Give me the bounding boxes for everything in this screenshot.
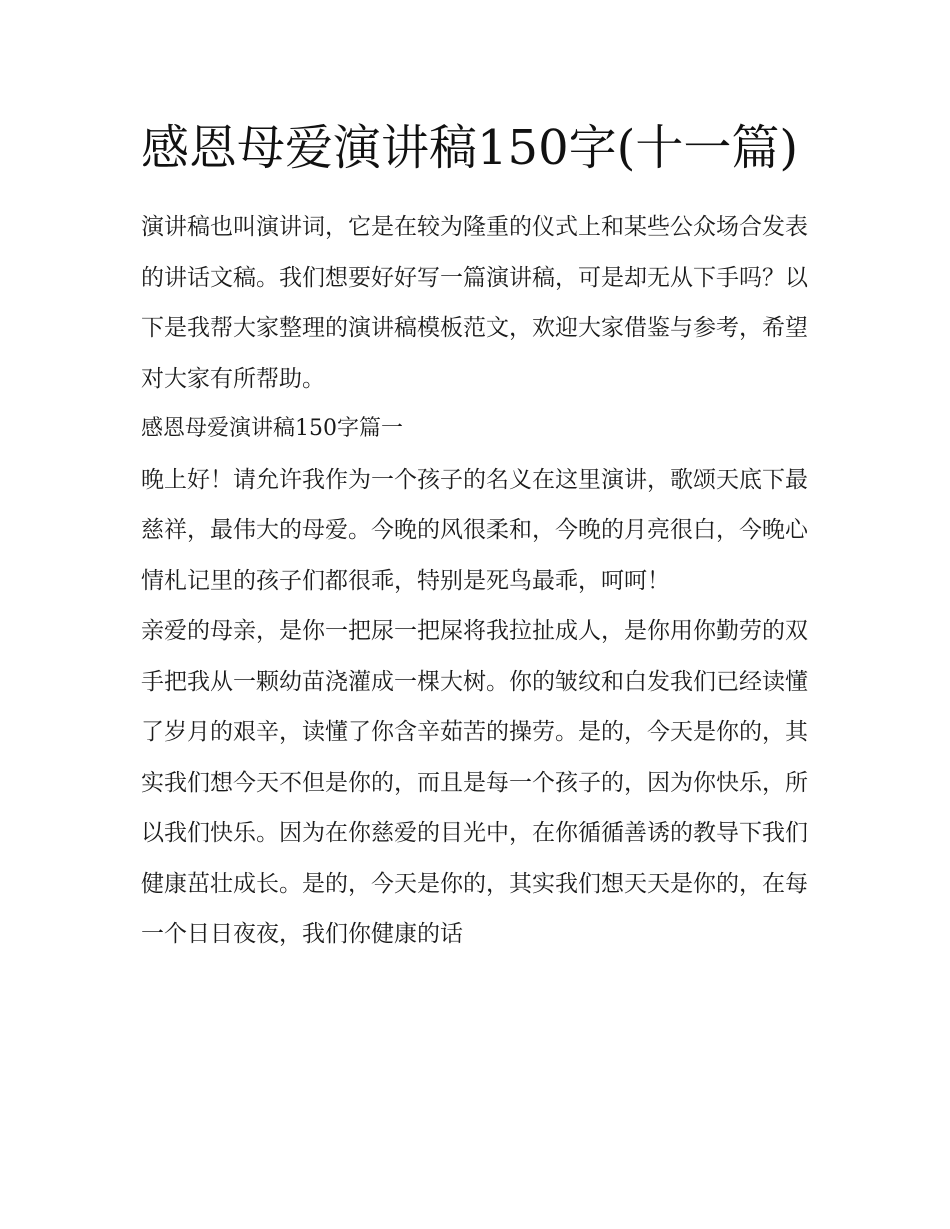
body-paragraph: 晚上好！请允许我作为一个孩子的名义在这里演讲，歌颂天底下最慈祥，最伟大的母爱。今晚的风很柔和，今晚的月亮很白，今晚心情札记里的孩子们都很乖，特别是死鸟最乖，呵呵！ <box>141 466 808 594</box>
document-title: 感恩母爱演讲稿150字(十一篇) <box>141 120 799 176</box>
document-body <box>141 202 811 960</box>
document-content <box>141 108 811 960</box>
section-heading: 感恩母爱演讲稿150字篇一 <box>141 416 403 441</box>
body-paragraph: 亲爱的母亲，是你一把尿一把屎将我拉扯成人，是你用你勤劳的双手把我从一颗幼苗浇灌成一棵大树。你的皱纹和白发我们已经读懂了岁月的艰辛，读懂了你含辛茹苦的操劳。是的，今天是你的，其实我们想今天不但是你的，而且是每一个孩子的，因为你快乐，所以我们快乐。因为在你慈爱的目光中，在你循循善诱的教导下我们健康茁壮成长。是的，今天是你的，其实我们想天天是你的，在每一个日日夜夜，我们你健康的话 <box>141 618 808 947</box>
intro-paragraph: 演讲稿也叫演讲词，它是在较为隆重的仪式上和某些公众场合发表的讲话文稿。我们想要好好写一篇演讲稿，可是却无从下手吗？以下是我帮大家整理的演讲稿模板范文，欢迎大家借鉴与参考，希望对大家有所帮助。 <box>141 214 808 392</box>
